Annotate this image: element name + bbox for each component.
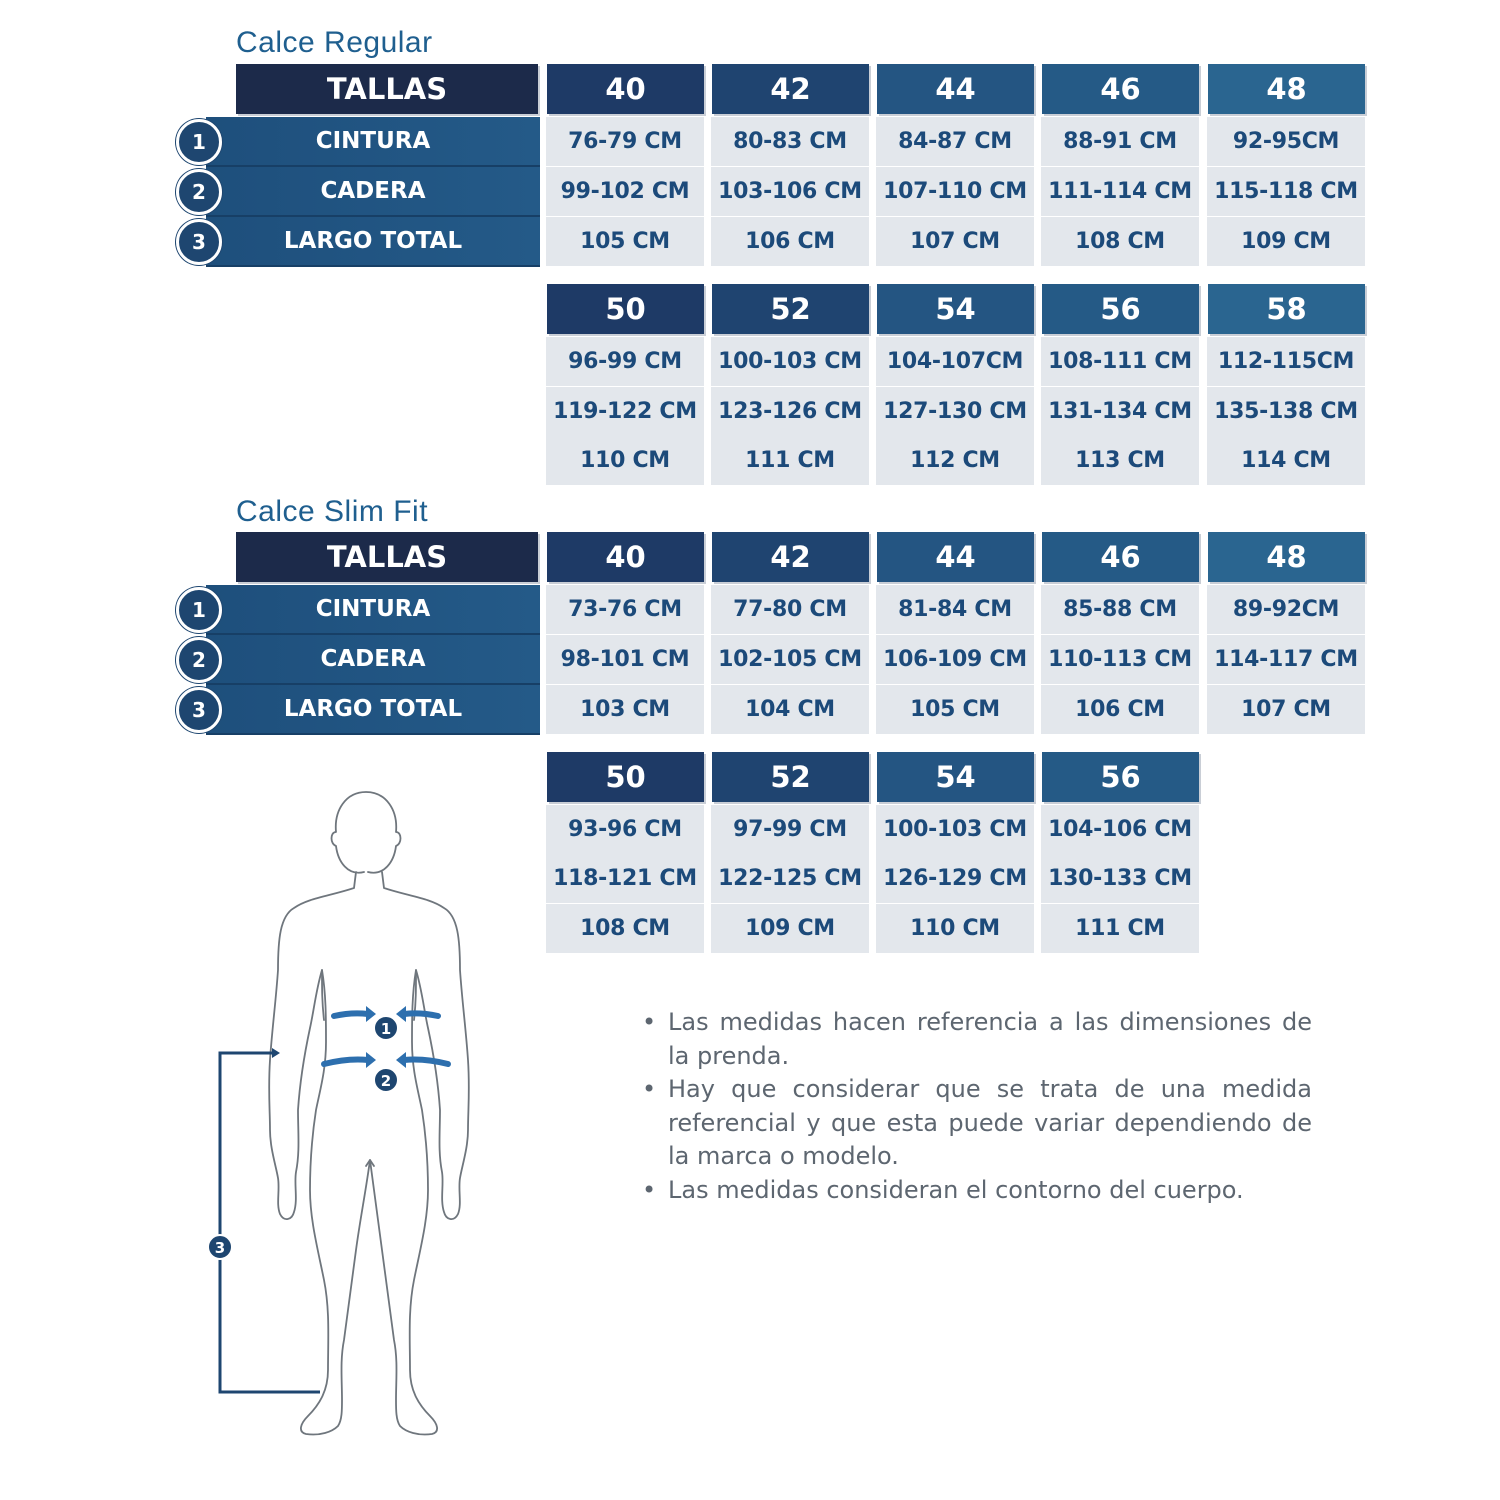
regular-cell: 135-138 CM <box>1207 387 1365 436</box>
regular-size-header-54: 54 <box>877 284 1034 334</box>
slim-size-header-44: 44 <box>877 532 1034 582</box>
regular-cell: 112 CM <box>876 436 1034 485</box>
regular-cell: 107 CM <box>876 217 1034 266</box>
slim-title: Calce Slim Fit <box>236 495 429 528</box>
slim-cell: 97-99 CM <box>711 805 869 854</box>
regular-cell: 108 CM <box>1041 217 1199 266</box>
regular-cell: 105 CM <box>546 217 704 266</box>
regular-cell: 104-107CM <box>876 337 1034 386</box>
note-item <box>640 1073 1312 1174</box>
bullet: • <box>642 1008 657 1036</box>
notes-list <box>640 1006 1312 1207</box>
slim-cell: 77-80 CM <box>711 585 869 634</box>
regular-cell: 114 CM <box>1207 436 1365 485</box>
slim-size-header-52: 52 <box>712 752 869 802</box>
slim-size-header-54: 54 <box>877 752 1034 802</box>
slim-size-header-46: 46 <box>1042 532 1199 582</box>
note-item <box>640 1174 1312 1208</box>
regular-cell: 76-79 CM <box>546 117 704 166</box>
note-text: Hay que considerar que se trata de una medida referencial y que esta puede variar dependiendo de la marca o modelo. <box>668 1075 1312 1170</box>
slim-cell: 130-133 CM <box>1041 854 1199 903</box>
regular-label-largo <box>206 217 540 267</box>
regular-cell: 108-111 CM <box>1041 337 1199 386</box>
slim-cell: 107 CM <box>1207 685 1365 734</box>
slim-cell: 100-103 CM <box>876 805 1034 854</box>
slim-num-1: 1 <box>176 587 222 633</box>
marker-2-label: 2 <box>380 1072 392 1090</box>
slim-cell: 104-106 CM <box>1041 805 1199 854</box>
slim-size-header-40: 40 <box>547 532 704 582</box>
slim-num-3: 3 <box>176 687 222 733</box>
slim-cell: 102-105 CM <box>711 635 869 684</box>
regular-cell: 110 CM <box>546 436 704 485</box>
regular-cell: 88-91 CM <box>1041 117 1199 166</box>
regular-cell: 123-126 CM <box>711 387 869 436</box>
regular-num-1: 1 <box>176 119 222 165</box>
regular-cell: 84-87 CM <box>876 117 1034 166</box>
regular-num-2: 2 <box>176 169 222 215</box>
regular-cell: 106 CM <box>711 217 869 266</box>
regular-size-header-52: 52 <box>712 284 869 334</box>
regular-cell: 100-103 CM <box>711 337 869 386</box>
regular-num-3: 3 <box>176 219 222 265</box>
regular-label-cadera <box>206 167 540 217</box>
regular-cell: 115-118 CM <box>1207 167 1365 216</box>
marker-1-label: 1 <box>380 1020 392 1038</box>
regular-size-header-46: 46 <box>1042 64 1199 114</box>
row-label-text: CINTURA <box>315 128 431 154</box>
note-text: Las medidas consideran el contorno del cuerpo. <box>668 1175 1244 1204</box>
row-label-text: LARGO TOTAL <box>283 228 463 254</box>
bracket-arrow-icon <box>272 1048 280 1058</box>
slim-size-header-42: 42 <box>712 532 869 582</box>
regular-cell: 131-134 CM <box>1041 387 1199 436</box>
regular-cell: 96-99 CM <box>546 337 704 386</box>
slim-cell: 126-129 CM <box>876 854 1034 903</box>
slim-cell: 105 CM <box>876 685 1034 734</box>
bullet: • <box>642 1075 657 1103</box>
regular-cell: 113 CM <box>1041 436 1199 485</box>
slim-cell: 122-125 CM <box>711 854 869 903</box>
regular-tallas-header: TALLAS <box>236 64 538 114</box>
body-outline-icon <box>269 792 469 1435</box>
regular-cell: 99-102 CM <box>546 167 704 216</box>
regular-cell: 107-110 CM <box>876 167 1034 216</box>
regular-cell: 80-83 CM <box>711 117 869 166</box>
regular-title: Calce Regular <box>236 26 433 59</box>
slim-num-2: 2 <box>176 637 222 683</box>
regular-cell: 127-130 CM <box>876 387 1034 436</box>
regular-cell: 109 CM <box>1207 217 1365 266</box>
marker-3-label: 3 <box>214 1239 226 1257</box>
body-outline-figure <box>180 780 520 1460</box>
hip-arrows-icon <box>324 1052 448 1068</box>
slim-size-header-56: 56 <box>1042 752 1199 802</box>
row-label-text: CADERA <box>320 646 426 672</box>
slim-cell: 104 CM <box>711 685 869 734</box>
regular-cell: 92-95CM <box>1207 117 1365 166</box>
slim-cell: 106-109 CM <box>876 635 1034 684</box>
row-label-text: CADERA <box>320 178 426 204</box>
slim-cell: 73-76 CM <box>546 585 704 634</box>
slim-cell: 103 CM <box>546 685 704 734</box>
slim-cell: 89-92CM <box>1207 585 1365 634</box>
regular-cell: 111 CM <box>711 436 869 485</box>
slim-cell: 108 CM <box>546 904 704 953</box>
regular-size-header-48: 48 <box>1208 64 1365 114</box>
regular-size-header-56: 56 <box>1042 284 1199 334</box>
regular-cell: 103-106 CM <box>711 167 869 216</box>
regular-size-header-58: 58 <box>1208 284 1365 334</box>
regular-label-cintura <box>206 117 540 167</box>
slim-cell: 98-101 CM <box>546 635 704 684</box>
slim-size-header-48: 48 <box>1208 532 1365 582</box>
slim-size-header-50: 50 <box>547 752 704 802</box>
bullet: • <box>642 1175 657 1204</box>
regular-cell: 112-115CM <box>1207 337 1365 386</box>
slim-cell: 110-113 CM <box>1041 635 1199 684</box>
row-label-text: CINTURA <box>315 596 431 622</box>
slim-cell: 114-117 CM <box>1207 635 1365 684</box>
regular-size-header-42: 42 <box>712 64 869 114</box>
slim-cell: 81-84 CM <box>876 585 1034 634</box>
slim-cell: 110 CM <box>876 904 1034 953</box>
slim-tallas-header: TALLAS <box>236 532 538 582</box>
regular-size-header-40: 40 <box>547 64 704 114</box>
slim-label-cadera <box>206 635 540 685</box>
regular-size-header-44: 44 <box>877 64 1034 114</box>
slim-cell: 93-96 CM <box>546 805 704 854</box>
slim-cell: 85-88 CM <box>1041 585 1199 634</box>
slim-cell: 109 CM <box>711 904 869 953</box>
row-label-text: LARGO TOTAL <box>283 696 463 722</box>
note-text: Las medidas hacen referencia a las dimensiones de la prenda. <box>668 1008 1312 1070</box>
slim-cell: 106 CM <box>1041 685 1199 734</box>
regular-cell: 119-122 CM <box>546 387 704 436</box>
regular-size-header-50: 50 <box>547 284 704 334</box>
slim-label-largo <box>206 685 540 735</box>
slim-label-cintura <box>206 585 540 635</box>
note-item <box>640 1006 1312 1073</box>
slim-cell: 111 CM <box>1041 904 1199 953</box>
regular-cell: 111-114 CM <box>1041 167 1199 216</box>
slim-cell: 118-121 CM <box>546 854 704 903</box>
